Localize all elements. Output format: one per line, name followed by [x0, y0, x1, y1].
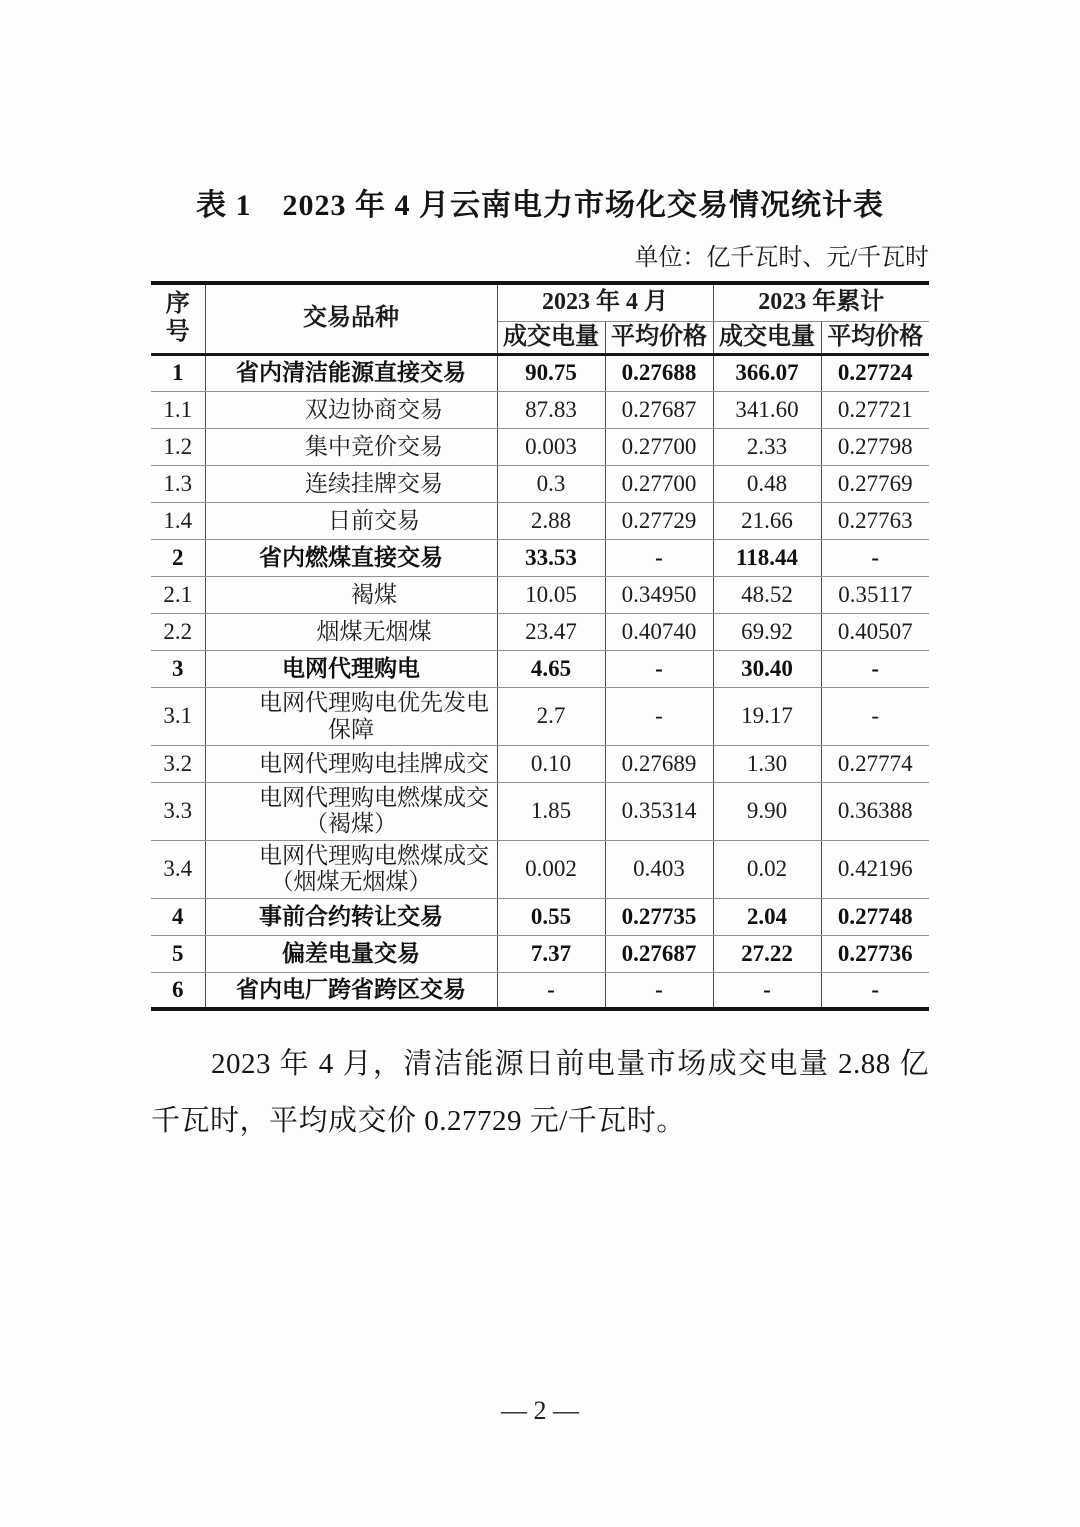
- row-price-cumulative: -: [821, 540, 929, 577]
- statistics-table: [151, 281, 929, 1011]
- row-product: 连续挂牌交易: [205, 466, 497, 503]
- row-price-april: -: [605, 688, 713, 746]
- unit-note: 单位：亿千瓦时、元/千瓦时: [634, 245, 929, 271]
- body-paragraph: 2023 年 4 月，清洁能源日前电量市场成交电量 2.88 亿千瓦时，平均成交价 0.27729 元/千瓦时。: [151, 1048, 929, 1138]
- row-price-april: 0.35314: [605, 782, 713, 840]
- row-product: 省内清洁能源直接交易: [205, 355, 497, 392]
- row-volume-cumulative: 9.90: [713, 782, 821, 840]
- row-volume-cumulative: 2.04: [713, 898, 821, 935]
- row-volume-april: 0.55: [497, 898, 605, 935]
- header-price-april: 平均价格: [605, 321, 713, 355]
- row-no: 1: [151, 355, 205, 392]
- row-product: 电网代理购电: [205, 651, 497, 688]
- row-no: 3.4: [151, 840, 205, 898]
- row-product: 日前交易: [205, 503, 497, 540]
- table-row: [151, 355, 929, 392]
- row-product: 集中竞价交易: [205, 429, 497, 466]
- row-price-april: 0.27700: [605, 429, 713, 466]
- row-volume-april: 90.75: [497, 355, 605, 392]
- row-price-cumulative: -: [821, 688, 929, 746]
- header-no: 序号: [151, 283, 205, 355]
- row-no: 3.1: [151, 688, 205, 746]
- row-price-april: -: [605, 651, 713, 688]
- row-volume-cumulative: 0.02: [713, 840, 821, 898]
- row-price-april: 0.27700: [605, 466, 713, 503]
- row-volume-cumulative: 21.66: [713, 503, 821, 540]
- row-volume-cumulative: 118.44: [713, 540, 821, 577]
- row-product: 省内燃煤直接交易: [205, 540, 497, 577]
- row-volume-april: 87.83: [497, 392, 605, 429]
- row-product: 褐煤: [205, 577, 497, 614]
- row-price-april: 0.27689: [605, 745, 713, 782]
- row-no: 3.3: [151, 782, 205, 840]
- header-price-cumulative: 平均价格: [821, 321, 929, 355]
- header-volume-cumulative: 成交电量: [713, 321, 821, 355]
- row-product: 双边协商交易: [205, 392, 497, 429]
- row-no: 3: [151, 651, 205, 688]
- row-price-cumulative: 0.27769: [821, 466, 929, 503]
- table-row: [151, 898, 929, 935]
- row-price-cumulative: 0.36388: [821, 782, 929, 840]
- row-no: 1.2: [151, 429, 205, 466]
- row-price-april: 0.403: [605, 840, 713, 898]
- row-price-cumulative: 0.27721: [821, 392, 929, 429]
- row-product: 电网代理购电燃煤成交（烟煤无烟煤）: [205, 840, 497, 898]
- row-no: 1.4: [151, 503, 205, 540]
- row-price-cumulative: 0.40507: [821, 614, 929, 651]
- row-volume-april: 4.65: [497, 651, 605, 688]
- row-volume-cumulative: 19.17: [713, 688, 821, 746]
- row-volume-april: 0.10: [497, 745, 605, 782]
- row-no: 4: [151, 898, 205, 935]
- table-row: [151, 540, 929, 577]
- row-no: 3.2: [151, 745, 205, 782]
- table-row: [151, 503, 929, 540]
- row-no: 1.1: [151, 392, 205, 429]
- row-price-april: 0.27688: [605, 355, 713, 392]
- row-volume-april: 0.002: [497, 840, 605, 898]
- header-group-april: 2023 年 4 月: [497, 283, 713, 321]
- table-row: [151, 745, 929, 782]
- row-price-cumulative: -: [821, 651, 929, 688]
- table-row: [151, 972, 929, 1009]
- row-volume-april: 1.85: [497, 782, 605, 840]
- row-price-april: -: [605, 540, 713, 577]
- row-price-april: -: [605, 972, 713, 1009]
- row-volume-april: 10.05: [497, 577, 605, 614]
- row-price-cumulative: 0.27736: [821, 935, 929, 972]
- row-no: 5: [151, 935, 205, 972]
- document-page: [151, 0, 929, 1150]
- table-header-row-groups: [151, 283, 929, 321]
- table-row: [151, 614, 929, 651]
- row-price-cumulative: 0.42196: [821, 840, 929, 898]
- table-row: [151, 688, 929, 746]
- row-product: 事前合约转让交易: [205, 898, 497, 935]
- header-volume-april: 成交电量: [497, 321, 605, 355]
- row-price-cumulative: 0.35117: [821, 577, 929, 614]
- row-product: 烟煤无烟煤: [205, 614, 497, 651]
- table-row: [151, 577, 929, 614]
- row-volume-april: 0.003: [497, 429, 605, 466]
- table-row: [151, 651, 929, 688]
- table-row: [151, 466, 929, 503]
- table-row: [151, 935, 929, 972]
- row-price-cumulative: -: [821, 972, 929, 1009]
- page-number: — 2 —: [501, 1396, 579, 1425]
- row-volume-cumulative: 69.92: [713, 614, 821, 651]
- row-price-april: 0.27687: [605, 392, 713, 429]
- row-volume-april: -: [497, 972, 605, 1009]
- row-product: 电网代理购电燃煤成交（褐煤）: [205, 782, 497, 840]
- row-no: 2.2: [151, 614, 205, 651]
- row-price-april: 0.27729: [605, 503, 713, 540]
- row-product: 省内电厂跨省跨区交易: [205, 972, 497, 1009]
- row-price-cumulative: 0.27774: [821, 745, 929, 782]
- row-price-cumulative: 0.27724: [821, 355, 929, 392]
- table-row: [151, 429, 929, 466]
- row-volume-april: 2.88: [497, 503, 605, 540]
- row-volume-cumulative: 366.07: [713, 355, 821, 392]
- row-price-cumulative: 0.27763: [821, 503, 929, 540]
- row-volume-cumulative: 48.52: [713, 577, 821, 614]
- row-no: 2: [151, 540, 205, 577]
- row-volume-april: 7.37: [497, 935, 605, 972]
- table-title: 表 1 2023 年 4 月云南电力市场化交易情况统计表: [196, 189, 884, 222]
- header-product: 交易品种: [205, 283, 497, 355]
- row-product: 电网代理购电优先发电保障: [205, 688, 497, 746]
- row-volume-cumulative: 1.30: [713, 745, 821, 782]
- row-volume-april: 2.7: [497, 688, 605, 746]
- row-volume-cumulative: 30.40: [713, 651, 821, 688]
- row-volume-april: 0.3: [497, 466, 605, 503]
- table-row: [151, 782, 929, 840]
- header-group-cumulative: 2023 年累计: [713, 283, 929, 321]
- row-no: 2.1: [151, 577, 205, 614]
- row-price-april: 0.27687: [605, 935, 713, 972]
- row-product: 电网代理购电挂牌成交: [205, 745, 497, 782]
- table-row: [151, 392, 929, 429]
- row-price-cumulative: 0.27798: [821, 429, 929, 466]
- row-volume-cumulative: -: [713, 972, 821, 1009]
- row-volume-cumulative: 2.33: [713, 429, 821, 466]
- row-price-april: 0.40740: [605, 614, 713, 651]
- table-row: [151, 840, 929, 898]
- row-price-april: 0.27735: [605, 898, 713, 935]
- row-volume-cumulative: 0.48: [713, 466, 821, 503]
- row-no: 1.3: [151, 466, 205, 503]
- row-volume-april: 23.47: [497, 614, 605, 651]
- row-price-cumulative: 0.27748: [821, 898, 929, 935]
- row-volume-cumulative: 27.22: [713, 935, 821, 972]
- row-price-april: 0.34950: [605, 577, 713, 614]
- row-volume-april: 33.53: [497, 540, 605, 577]
- row-volume-cumulative: 341.60: [713, 392, 821, 429]
- row-product: 偏差电量交易: [205, 935, 497, 972]
- row-no: 6: [151, 972, 205, 1009]
